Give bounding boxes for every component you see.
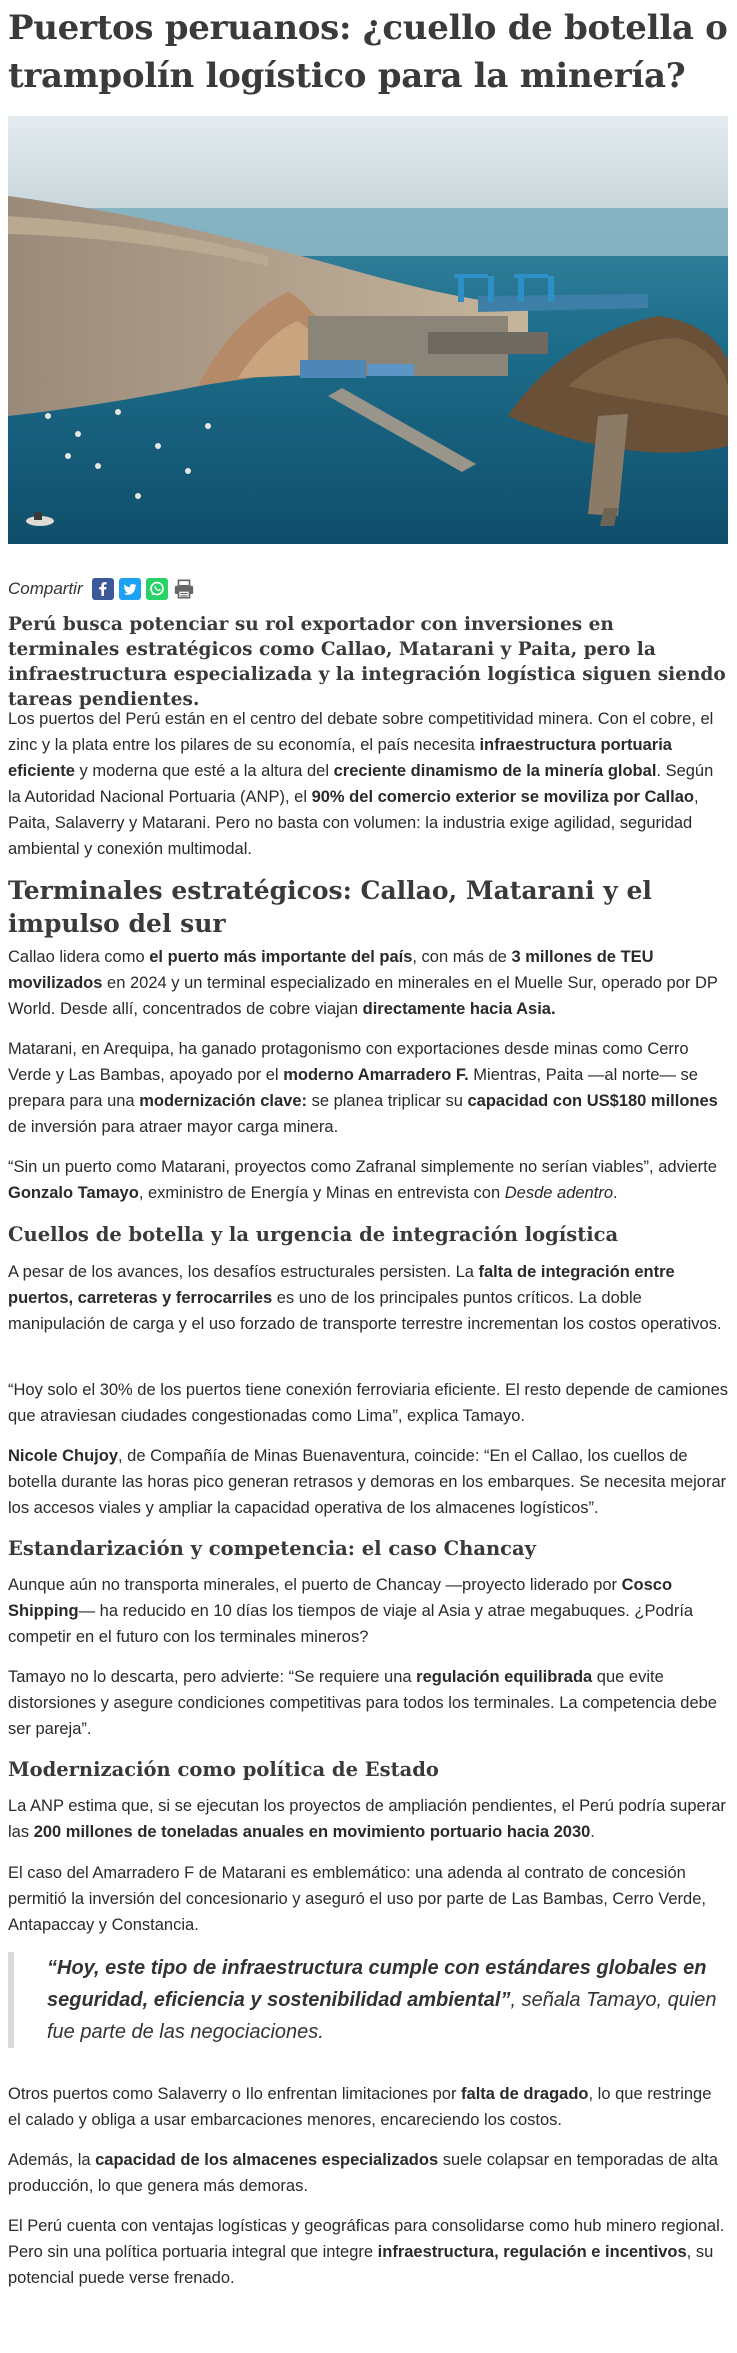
bold-text: creciente dinamismo de la minería global — [333, 762, 657, 780]
text-run: , exministro de Energía y Minas en entrevista con — [138, 1184, 505, 1202]
text-run: Aunque aún no transporta minerales, el puerto de Chancay —proyecto liderado por — [8, 1576, 622, 1594]
section-subheading: Modernización como política de Estado — [8, 1758, 439, 1781]
bold-text: moderno Amarradero F. — [283, 1066, 469, 1084]
bold-text: Nicole Chujoy — [8, 1447, 119, 1465]
whatsapp-icon[interactable] — [146, 578, 168, 600]
paragraph — [8, 2213, 728, 2291]
hero-image — [8, 116, 728, 544]
text-run: , con más de — [412, 948, 512, 966]
share-bar — [8, 574, 728, 604]
pull-quote — [8, 1952, 728, 2048]
bold-text: modernización clave: — [139, 1092, 307, 1110]
bold-text: 90% del comercio exterior se moviliza por Callao — [311, 788, 694, 806]
paragraph — [8, 1664, 728, 1742]
text-run: , de Compañía de Minas Buenaventura, coincide: “En el Callao, los cuellos de botella durante las horas pico generan retrasos y demoras en los embarques. Se necesita mejorar los accesos viales y ampliar la capacidad operativa de los almacenes logísticos”. — [8, 1447, 727, 1517]
text-run: Los puertos del Perú están en el centro del debate sobre competitividad minera. Con el cobre, el zinc y la plata entre los pilares de su economía, el país necesita — [8, 710, 714, 754]
text-run: — ha reducido en 10 días los tiempos de viaje al Asia y atrae megabuques. ¿Podría competir en el futuro con los terminales mineros? — [8, 1602, 694, 1646]
text-run: , Paita, Salaverry y Matarani. Pero no basta con volumen: la industria exige agilidad, seguridad ambiental y conexión multimodal. — [8, 788, 699, 858]
text-run: “Hoy solo el 30% de los puertos tiene conexión ferroviaria eficiente. El resto depende de camiones que atraviesan ciudades congestionadas como Lima”, explica Tamayo. — [8, 1381, 728, 1425]
bold-text: Gonzalo Tamayo — [8, 1184, 139, 1202]
text-run: “Sin un puerto como Matarani, proyectos como Zafranal simplemente no serían viables”, advierte — [8, 1158, 717, 1176]
text-run: en 2024 y un terminal especializado en minerales en el Muelle Sur, operado por DP World. Desde allí, concentrados de cobre viajan — [8, 974, 718, 1018]
article — [8, 0, 728, 604]
paragraph — [8, 1259, 728, 1337]
facebook-icon[interactable] — [92, 578, 114, 600]
italic-text: Desde adentro — [504, 1184, 613, 1202]
paragraph — [8, 2147, 728, 2199]
bold-text: el puerto más importante del país — [149, 948, 413, 966]
text-run: y moderna que esté a la altura del — [74, 762, 334, 780]
text-run: Matarani, en Arequipa, ha ganado protagonismo con exportaciones desde minas como Cerro Verde y Las Bambas, apoyado por el — [8, 1040, 689, 1084]
paragraph — [8, 944, 728, 1022]
bold-text: Cosco Shipping — [8, 1576, 673, 1620]
paragraph — [8, 2081, 728, 2133]
text-run: Otros puertos como Salaverry o Ilo enfrentan limitaciones por — [8, 2085, 462, 2103]
bold-text: infraestructura, regulación e incentivos — [377, 2243, 687, 2261]
bold-text: capacidad de los almacenes especializados — [95, 2151, 439, 2169]
paragraph — [8, 1154, 728, 1206]
paragraph — [8, 1036, 728, 1140]
text-run: . — [590, 1823, 595, 1841]
share-label: Compartir — [8, 579, 83, 598]
bold-text: infraestructura portuaria eficiente — [8, 736, 672, 780]
section-subheading: Cuellos de botella y la urgencia de integración logística — [8, 1223, 619, 1246]
bold-text: directamente hacia Asia. — [362, 1000, 556, 1018]
text-run: , señala Tamayo, quien fue parte de las negociaciones. — [47, 1989, 717, 2043]
bold-text: 200 millones de toneladas anuales en movimiento portuario hacia 2030 — [33, 1823, 591, 1841]
text-run: es uno de los principales puntos críticos. La doble manipulación de carga y el uso forzado de transporte terrestre incrementan los costos operativos. — [8, 1289, 722, 1333]
text-run: suele colapsar en temporadas de alta producción, lo que genera más demoras. — [8, 2151, 718, 2195]
paragraph — [8, 1793, 728, 1845]
paragraph — [8, 1443, 728, 1521]
bold-text: capacidad con US$180 millones — [467, 1092, 718, 1110]
text-run: , su potencial puede verse frenado. — [8, 2243, 714, 2287]
article-title: Puertos peruanos: ¿cuello de botella o trampolín logístico para la minería? — [8, 8, 728, 96]
bold-text: regulación equilibrada — [416, 1668, 593, 1686]
bold-text: falta de dragado — [461, 2085, 589, 2103]
text-run: Mientras, Paita —al norte— se prepara para una — [8, 1066, 698, 1110]
text-run: Además, la — [8, 2151, 96, 2169]
text-run: El caso del Amarradero F de Matarani es emblemático: una adenda al contrato de concesión permitió la inversión del concesionario y aseguró el uso por parte de Las Bambas, Cerro Verde, Antapaccay y Constancia. — [8, 1864, 706, 1934]
port-aerial-photo — [8, 116, 728, 544]
bold-text: falta de integración entre puertos, carreteras y ferrocarriles — [8, 1263, 675, 1307]
text-run: La ANP estima que, si se ejecutan los proyectos de ampliación pendientes, el Perú podría superar las — [8, 1797, 726, 1841]
text-run: , lo que restringe el calado y obliga a usar embarcaciones menores, encareciendo los costos. — [8, 2085, 712, 2129]
section-heading: Terminales estratégicos: Callao, Matarani y el impulso del sur — [8, 876, 652, 938]
text-run: Callao lidera como — [8, 948, 150, 966]
bold-text: 3 millones de TEU movilizados — [8, 948, 654, 992]
text-run: . — [613, 1184, 618, 1202]
bold-text: “Hoy, este tipo de infraestructura cumple con estándares globales en seguridad, eficiencia y sostenibilidad ambiental” — [47, 1957, 707, 2011]
text-run: El Perú cuenta con ventajas logísticas y geográficas para consolidarse como hub minero regional. Pero sin una política portuaria integral que integre — [8, 2217, 725, 2261]
paragraph — [8, 706, 728, 862]
section-subheading: Estandarización y competencia: el caso Chancay — [8, 1537, 536, 1560]
text-run: A pesar de los avances, los desafíos estructurales persisten. La — [8, 1263, 479, 1281]
paragraph — [8, 1572, 728, 1650]
twitter-icon[interactable] — [119, 578, 141, 600]
pull-quote-text — [47, 1952, 728, 2048]
text-run: . Según la Autoridad Nacional Portuaria (ANP), el — [8, 762, 714, 806]
print-icon[interactable] — [173, 578, 195, 600]
paragraph — [8, 1377, 728, 1429]
article-lead: Perú busca potenciar su rol exportador con inversiones en terminales estratégicos como Callao, Matarani y Paita, pero la infraestructura especializada y la integración logística siguen siendo tareas pendientes. — [8, 614, 726, 710]
text-run: se planea triplicar su — [307, 1092, 468, 1110]
paragraph — [8, 1860, 728, 1938]
text-run: que evite distorsiones y asegure condiciones competitivas para todos los terminales. La competencia debe ser pareja”. — [8, 1668, 717, 1738]
text-run: de inversión para atraer mayor carga minera. — [8, 1118, 339, 1136]
text-run: Tamayo no lo descarta, pero advierte: “Se requiere una — [8, 1668, 417, 1686]
